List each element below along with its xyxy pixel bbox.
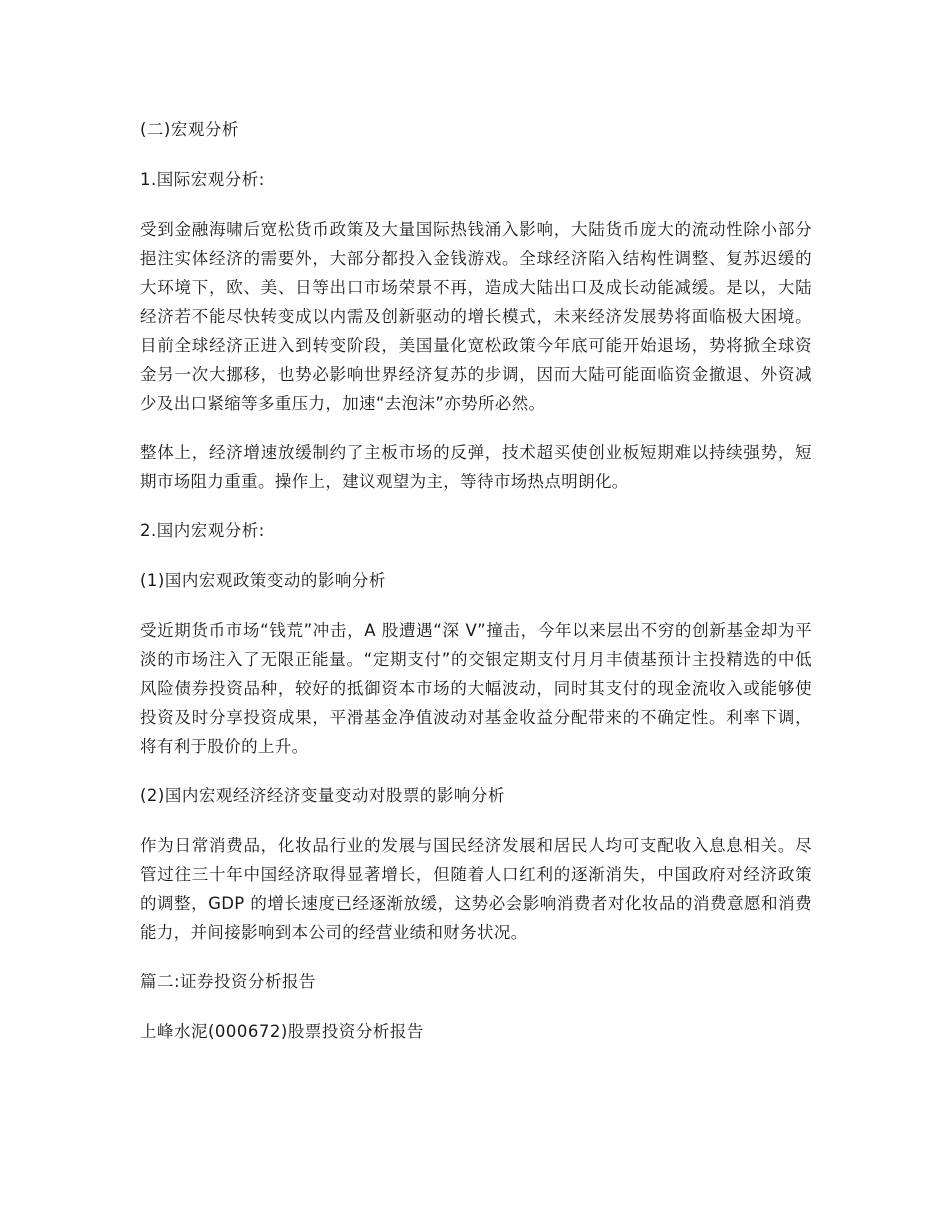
subheading-economic-variables: (2)国内宏观经济经济变量变动对股票的影响分析: [140, 786, 505, 805]
subheading-international-macro: 1.国际宏观分析:: [140, 170, 265, 189]
subheading-policy-impact: (1)国内宏观政策变动的影响分析: [140, 571, 386, 590]
report-title: 上峰水泥(000672)股票投资分析报告: [140, 1022, 424, 1041]
document-body: [140, 115, 812, 1067]
part-two-heading: 篇二:证券投资分析报告: [140, 972, 317, 991]
paragraph-policy-impact: 受近期货币市场“钱荒”冲击，A 股遭遇“深 V”撞击，今年以来层出不穷的创新基金却为平淡的市场注入了无限正能量。“定期支付”的交银定期支付月月丰债基预计主投精选的中低风险债券投资品种，较好的抵御资本市场的大幅波动，同时其支付的现金流收入或能够使投资及时分享投资成果，平滑基金净值波动对基金收益分配带来的不确定性。利率下调，将有利于股价的上升。: [140, 621, 812, 756]
subheading-domestic-macro: 2.国内宏观分析:: [140, 521, 265, 540]
paragraph-economic-variables: 作为日常消费品，化妆品行业的发展与国民经济发展和居民人均可支配收入息息相关。尽管过往三十年中国经济取得显著增长，但随着人口红利的逐渐消失，中国政府对经济政策的调整，GDP 的增长速度已经逐渐放缓，这势必会影响消费者对化妆品的消费意愿和消费能力，并间接影响到本公司的经营业绩和财务状况。: [140, 836, 812, 942]
section-heading-macro-analysis: (二)宏观分析: [140, 120, 239, 139]
paragraph-international-1: 受到金融海啸后宽松货币政策及大量国际热钱涌入影响，大陆货币庞大的流动性除小部分挹注实体经济的需要外，大部分都投入金钱游戏。全球经济陷入结构性调整、复苏迟缓的大环境下，欧、美、日等出口市场荣景不再，造成大陆出口及成长动能减缓。是以，大陆经济若不能尽快转变成以内需及创新驱动的增长模式，未来经济发展势将面临极大困境。目前全球经济正进入到转变阶段，美国量化宽松政策今年底可能开始退场，势将掀全球资金另一次大挪移，也势必影响世界经济复苏的步调，因而大陆可能面临资金撤退、外资减少及出口紧缩等多重压力，加速“去泡沫”亦势所必然。: [140, 220, 812, 413]
paragraph-international-2: 整体上，经济增速放缓制约了主板市场的反弹，技术超买使创业板短期难以持续强势，短期市场阻力重重。操作上，建议观望为主，等待市场热点明朗化。: [140, 443, 812, 491]
